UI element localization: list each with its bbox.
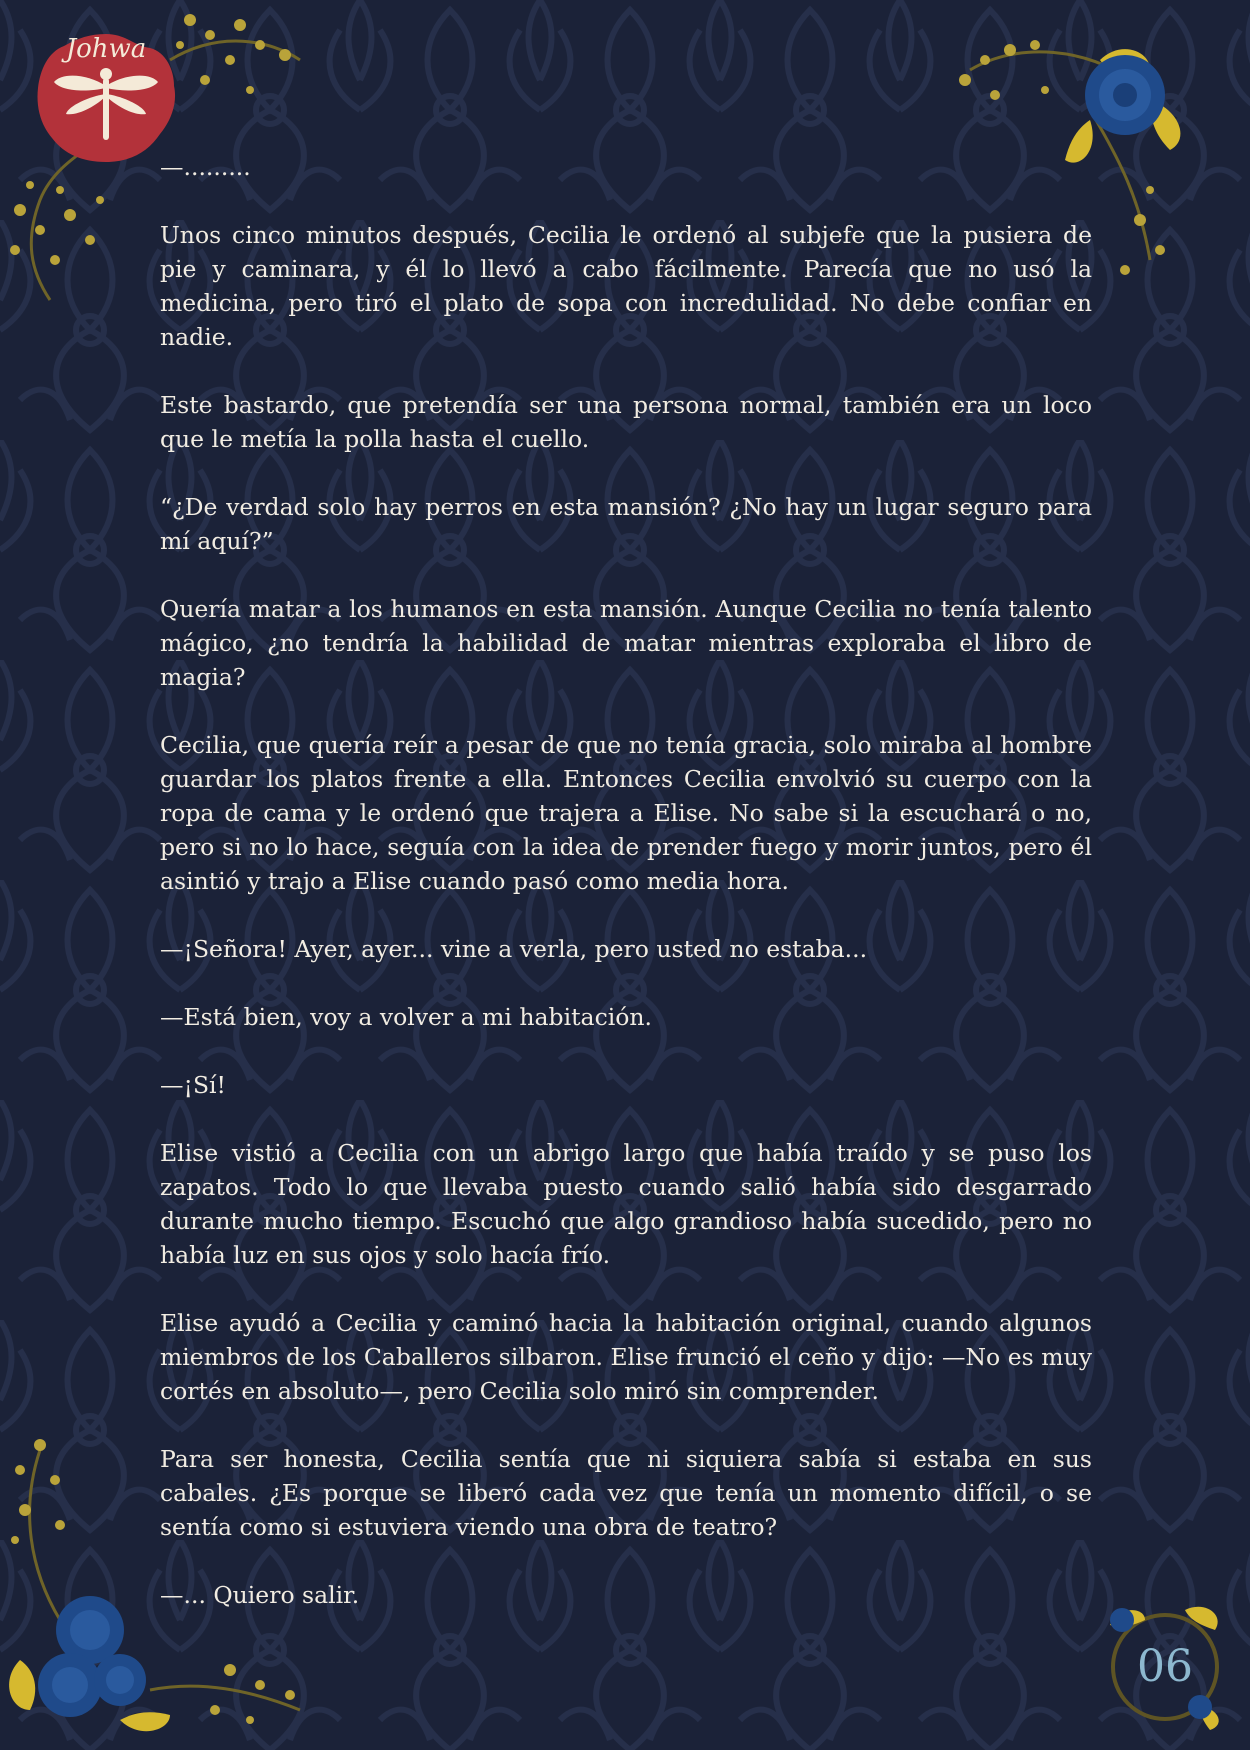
paragraph: Este bastardo, que pretendía ser una persona normal, también era un loco que le metía la polla hasta el cuello. [160, 391, 1092, 453]
paragraph: Quería matar a los humanos en esta mansión. Aunque Cecilia no tenía talento mágico, ¿no tendría la habilidad de matar mientras exploraba el libro de magia? [160, 595, 1092, 691]
paragraph: —¡Sí! [160, 1071, 227, 1099]
paragraph: Cecilia, que quería reír a pesar de que no tenía gracia, solo miraba al hombre guardar los platos frente a ella. Entonces Cecilia envolvió su cuerpo con la ropa de cama y le ordenó que trajera a Elise. No sabe si la escuchará o no, pero si no lo hace, seguía con la idea de prender fuego y morir juntos, pero él asintió y trajo a Elise cuando pasó como media hora. [160, 731, 1092, 895]
blue-rose-icon [38, 1596, 146, 1717]
page-number: 06 [1137, 1641, 1193, 1692]
paragraph: —... Quiero salir. [160, 1581, 360, 1609]
paragraph: Elise ayudó a Cecilia y caminó hacia la habitación original, cuando algunos miembros de los Caballeros silbaron. Elise frunció el ceño y dijo: —No es muy cortés en absoluto—, pero Cecilia solo miró sin comprender. [160, 1309, 1092, 1405]
paragraph: “¿De verdad solo hay perros en esta mansión? ¿No hay un lugar seguro para mí aquí?” [160, 493, 1092, 555]
paragraph: —......... [160, 153, 251, 181]
paragraph: Elise vistió a Cecilia con un abrigo largo que había traído y se puso los zapatos. Todo lo que llevaba puesto cuando salió había sido desgarrado durante mucho tiempo. Escuchó que algo grandioso había sucedido, pero no había luz en sus ojos y solo hacía frío. [160, 1139, 1092, 1269]
paragraph: Para ser honesta, Cecilia sentía que ni siquiera sabía si estaba en sus cabales. ¿Es porque se liberó cada vez que tenía un momento difícil, o se sentía como si estuviera viendo una obra de teatro? [160, 1445, 1092, 1541]
paragraph: —Está bien, voy a volver a mi habitación. [160, 1003, 652, 1031]
paragraph: —¡Señora! Ayer, ayer... vine a verla, pero usted no estaba... [160, 935, 868, 963]
paragraph: Unos cinco minutos después, Cecilia le ordenó al subjefe que la pusiera de pie y caminara, y él lo llevó a cabo fácilmente. Parecía que no usó la medicina, pero tiró el plato de sopa con incredulidad. No debe confiar en nadie. [160, 221, 1092, 351]
chapter-text [160, 150, 1092, 1646]
blue-rose-icon [1085, 55, 1165, 135]
logo-text: Johwa [65, 34, 147, 64]
